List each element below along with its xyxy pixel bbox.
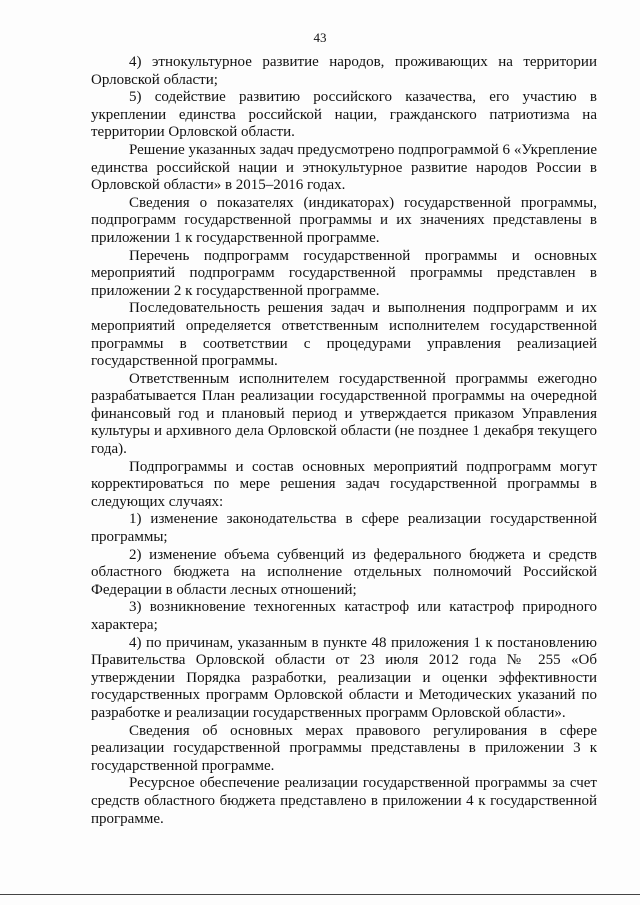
bottom-divider	[0, 894, 640, 895]
paragraph-case-4: 4) по причинам, указанным в пункте 48 приложения 1 к постановлению Правительства Орловской области от 23 июля 2012 года № 255 «Об утверждении Порядка разработки, реализации и оценки эффективности государственных программ Орловской области и Методических указаний по разработке и реализации государственных программ Орловской области».	[91, 634, 597, 721]
paragraph-legal-measures: Сведения об основных мерах правового регулирования в сфере реализации государственной программы представлены в приложении 3 к государственной программе.	[91, 722, 597, 774]
paragraph-case-3: 3) возникновение техногенных катастроф или катастроф природного характера;	[91, 599, 597, 633]
paragraph-adjustment: Подпрограммы и состав основных мероприятий подпрограмм могут корректироваться по мере решения задач государственной программы в следующих случаях:	[91, 458, 597, 510]
paragraph-subprogram-6: Решение указанных задач предусмотрено подпрограммой 6 «Укрепление единства российской нации и этнокультурное развитие народов России в Орловской области» в 2015–2016 годах.	[91, 141, 597, 194]
paragraph-indicators: Сведения о показателях (индикаторах) государственной программы, подпрограмм государственной программы и их значениях представлены в приложении 1 к государственной программе.	[91, 194, 597, 246]
paragraph-resources: Ресурсное обеспечение реализации государственной программы за счет средств областного бюджета представлено в приложении 4 к государственной программе.	[91, 775, 597, 827]
paragraph-subprogram-list: Перечень подпрограмм государственной программы и основных мероприятий подпрограмм государственной программы представлен в приложении 2 к государственной программе.	[91, 247, 597, 299]
paragraph-case-1: 1) изменение законодательства в сфере реализации государственной программы;	[91, 511, 597, 546]
paragraph-plan: Ответственным исполнителем государственной программы ежегодно разрабатывается План реализации государственной программы на очередной финансовый год и плановый период и утверждается приказом Управления культуры и архивного дела Орловской области (не позднее 1 декабря текущего года).	[91, 370, 597, 458]
paragraph-sequence: Последовательность решения задач и выполнения подпрограмм и их мероприятий определяется ответственным исполнителем государственной программы в соответствии с процедурами управления реализацией государственной программы.	[91, 300, 597, 370]
paragraph-item-4: 4) этнокультурное развитие народов, проживающих на территории Орловской области;	[91, 54, 597, 88]
paragraph-item-5: 5) содействие развитию российского казачества, его участию в укреплении единства российской нации, гражданского патриотизма на территории Орловской области.	[91, 89, 597, 141]
body-text	[91, 54, 597, 828]
paragraph-case-2: 2) изменение объема субвенций из федерального бюджета и средств областного бюджета на исполнение отдельных полномочий Российской Федерации в области лесных отношений;	[91, 546, 597, 598]
page-number: 43	[313, 30, 327, 45]
